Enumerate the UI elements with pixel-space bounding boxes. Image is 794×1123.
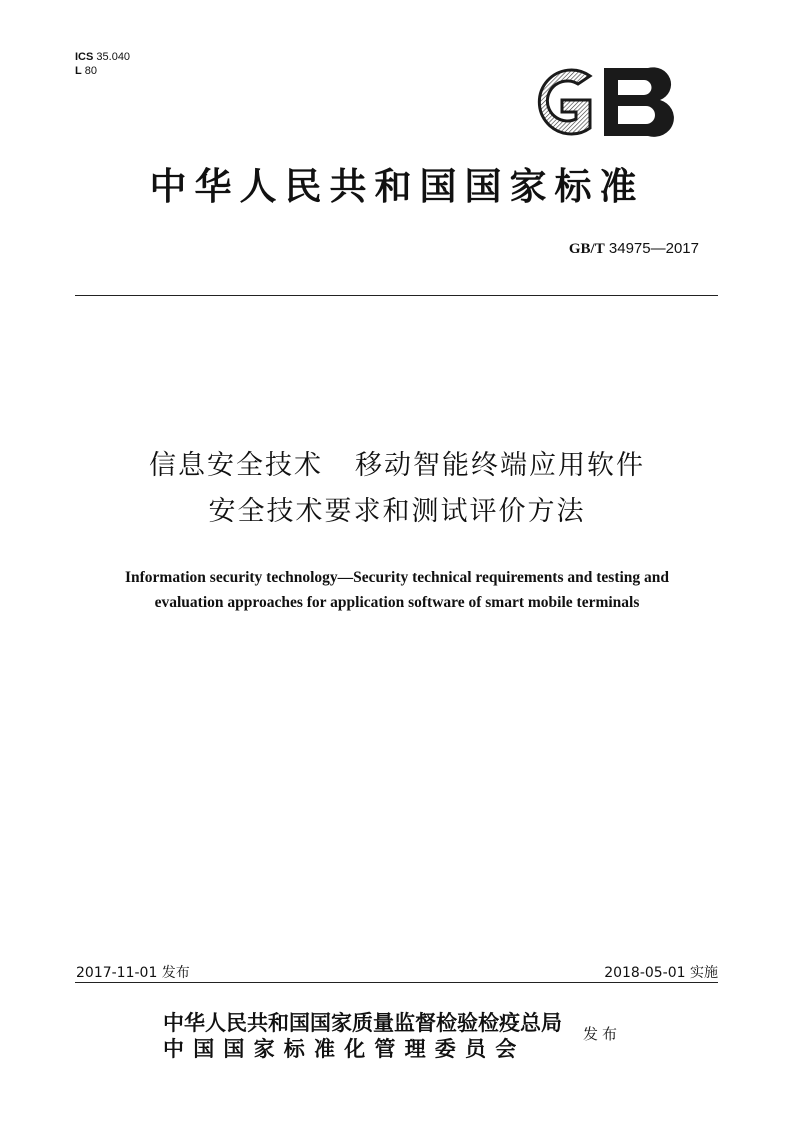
issue-date: 2017-11-01 发布 bbox=[76, 965, 190, 981]
chinese-title-line2: 安全技术要求和测试评价方法 bbox=[208, 496, 586, 527]
standard-prefix: GB/T bbox=[568, 241, 605, 257]
chinese-title bbox=[60, 443, 734, 535]
implementation-date: 2018-05-01 实施 bbox=[604, 965, 718, 981]
standard-number bbox=[569, 240, 699, 258]
english-title bbox=[60, 565, 734, 615]
ics-code: ICS 35.040 bbox=[75, 51, 131, 63]
chinese-title-line1: 信息安全技术 移动智能终端应用软件 bbox=[149, 450, 645, 481]
publisher-aqsiq: 中华人民共和国国家质量监督检验检疫总局 bbox=[163, 1010, 562, 1035]
ccs-code: L 80 bbox=[75, 65, 98, 77]
top-divider bbox=[75, 295, 718, 296]
english-title-line2: evaluation approaches for application software of smart mobile terminals bbox=[154, 594, 640, 611]
publish-label: 发布 bbox=[583, 1025, 622, 1043]
standard-code: 34975—2017 bbox=[608, 240, 699, 257]
classification-codes bbox=[75, 50, 130, 78]
publishers bbox=[163, 1010, 562, 1062]
national-standard-title: 中华人民共和国国家标准 bbox=[149, 164, 645, 208]
english-title-line1: Information security technology—Security technical requirements and testing and bbox=[124, 569, 670, 586]
gb-logo-icon bbox=[520, 62, 676, 142]
bottom-divider bbox=[75, 982, 718, 983]
publisher-sac: 中国国家标准化管理委员会 bbox=[163, 1036, 526, 1061]
